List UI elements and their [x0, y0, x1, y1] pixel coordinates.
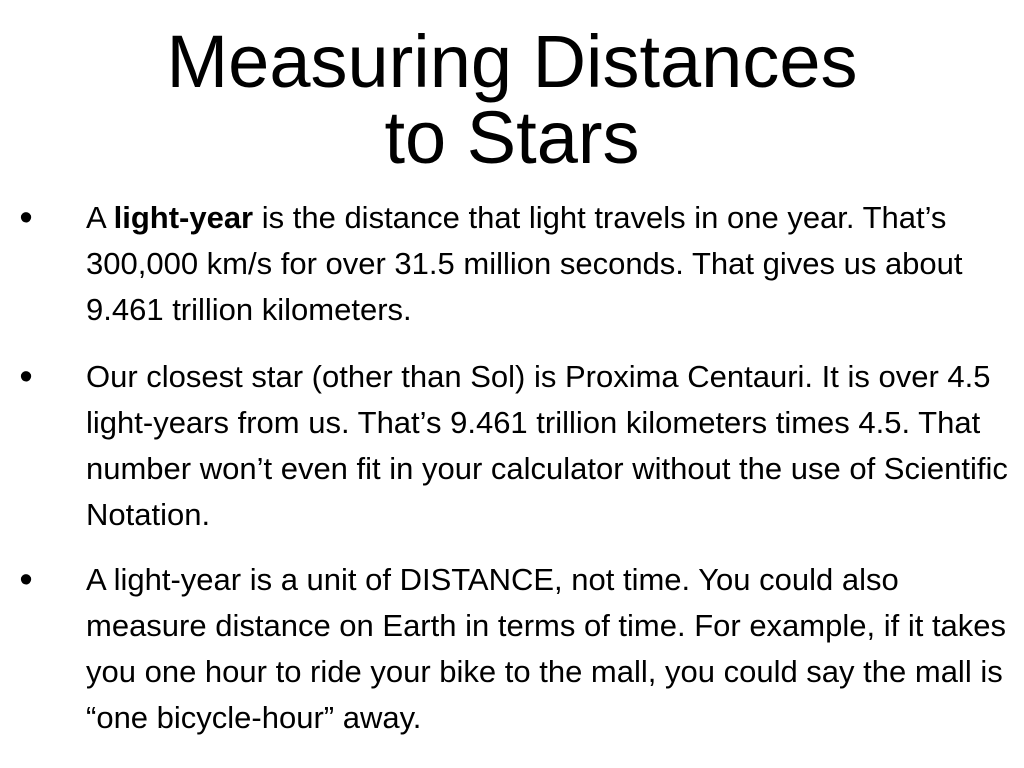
- bullet-3-text: A light-year is a unit of DISTANCE, not time. You could also measure distance on Earth in terms of time. For example, if it takes you one hour to ride your bike to the mall, you could say the mall is “one bicycle-hour” away.: [86, 562, 1007, 735]
- slide-title-line-2: to Stars: [384, 96, 640, 179]
- bullet-marker: •: [19, 559, 33, 601]
- slide-title: [0, 20, 1024, 179]
- bullet-1-prefix: A: [86, 200, 114, 235]
- bullet-proxima-centauri: [19, 354, 1016, 538]
- bullet-marker: •: [19, 197, 33, 239]
- bullet-marker: •: [19, 356, 33, 398]
- bullet-1-text: is the distance that light travels in one year. That’s 300,000 km/s for over 31.5 million seconds. That gives us about 9.461 trillion kilometers.: [86, 200, 963, 327]
- bullet-1-bold-term: light-year: [113, 200, 254, 235]
- slide-title-line-1: Measuring Distances: [166, 20, 858, 103]
- bullet-unit-of-distance: [19, 557, 1016, 741]
- bullet-light-year-definition: [19, 195, 1016, 333]
- bullet-2-text: Our closest star (other than Sol) is Proxima Centauri. It is over 4.5 light-years from us. That’s 9.461 trillion kilometers times 4.5. That number won’t even fit in your calculator without the use of Scientific Notation.: [86, 359, 1008, 532]
